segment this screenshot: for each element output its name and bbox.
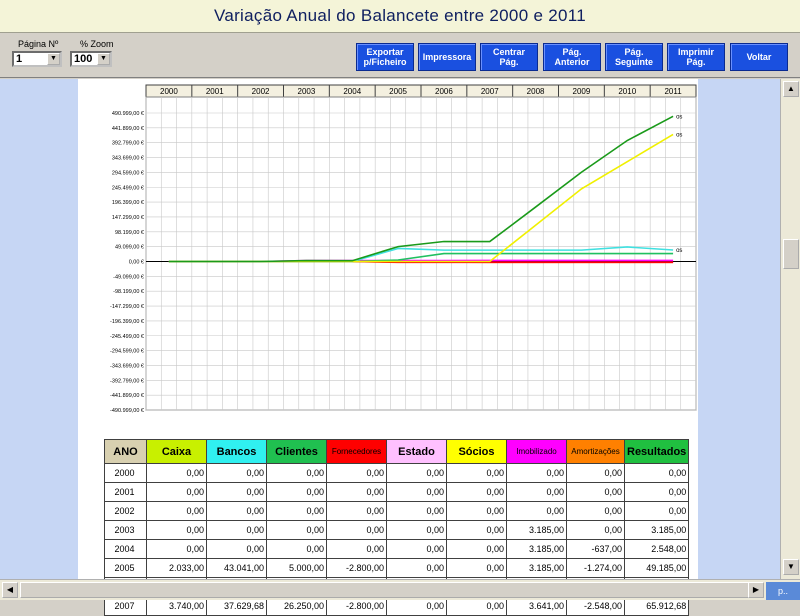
x-tick-label: 2004 (343, 87, 362, 96)
value-cell: 0,00 (387, 483, 447, 502)
zoom-select[interactable] (70, 51, 112, 67)
y-tick-label: -392.799,00 € (110, 378, 144, 385)
value-cell: 0,00 (147, 464, 207, 483)
y-tick-label: 294.599,00 € (111, 170, 144, 177)
column-header: Resultados (625, 440, 689, 464)
column-header: Clientes (267, 440, 327, 464)
y-tick-label: 245.499,00 € (111, 185, 144, 192)
scroll-up-icon[interactable]: ▲ (783, 81, 799, 97)
value-cell: 0,00 (387, 502, 447, 521)
series-label: os (676, 132, 683, 139)
value-cell: 0,00 (447, 464, 507, 483)
y-tick-label: 98.199,00 € (114, 229, 144, 236)
value-cell: 0,00 (507, 502, 567, 521)
chevron-down-icon[interactable]: ▼ (47, 53, 60, 65)
value-cell: 0,00 (387, 559, 447, 578)
year-cell: 2000 (105, 464, 147, 483)
value-cell: 49.185,00 (625, 559, 689, 578)
value-cell: 43.041,00 (207, 559, 267, 578)
value-cell: 0,00 (387, 521, 447, 540)
value-cell: -1.274,00 (567, 559, 625, 578)
value-cell: 5.000,00 (267, 559, 327, 578)
value-cell: 0,00 (625, 464, 689, 483)
y-tick-label: -294.599,00 € (110, 348, 144, 355)
column-header: Imobilizado (507, 440, 567, 464)
balance-chart (78, 79, 698, 419)
value-cell: 0,00 (207, 540, 267, 559)
report-page (78, 79, 698, 611)
value-cell: 0,00 (147, 540, 207, 559)
table-row (105, 483, 689, 502)
y-tick-label: -441.899,00 € (110, 393, 144, 400)
x-tick-label: 2010 (618, 87, 637, 96)
y-tick-label: -490.999,00 € (110, 408, 144, 414)
value-cell: 0,00 (447, 540, 507, 559)
x-tick-label: 2007 (480, 87, 499, 96)
value-cell: 0,00 (447, 483, 507, 502)
value-cell: -2.800,00 (327, 559, 387, 578)
x-tick-label: 2006 (435, 87, 453, 96)
year-cell: 2002 (105, 502, 147, 521)
value-cell: 37.629,68 (207, 597, 267, 616)
y-tick-label: 392.799,00 € (111, 140, 144, 147)
value-cell: 3.185,00 (507, 559, 567, 578)
value-cell: 0,00 (625, 502, 689, 521)
value-cell: 0,00 (207, 521, 267, 540)
value-cell: 0,00 (147, 502, 207, 521)
value-cell: 0,00 (327, 540, 387, 559)
column-header: Caixa (147, 440, 207, 464)
year-cell: 2004 (105, 540, 147, 559)
x-tick-label: 2009 (572, 87, 591, 96)
value-cell: 0,00 (207, 483, 267, 502)
export-file-button[interactable]: Exportar p/Ficheiro (356, 43, 414, 71)
value-cell: 0,00 (387, 597, 447, 616)
year-cell: 2001 (105, 483, 147, 502)
value-cell: 0,00 (447, 521, 507, 540)
value-cell: 0,00 (387, 540, 447, 559)
value-cell: 65.912,68 (625, 597, 689, 616)
series-label: os (676, 248, 683, 255)
value-cell: 0,00 (387, 464, 447, 483)
value-cell: 0,00 (507, 483, 567, 502)
x-tick-label: 2000 (160, 87, 178, 96)
y-tick-label: 0,00 € (128, 259, 144, 266)
y-tick-label: -98.199,00 € (113, 289, 144, 296)
series-label: os (676, 114, 683, 121)
y-tick-label: 49.099,00 € (114, 244, 144, 251)
value-cell: 0,00 (567, 521, 625, 540)
value-cell: 0,00 (147, 521, 207, 540)
vertical-scrollbar[interactable] (780, 79, 800, 579)
next-page-button[interactable]: Pág. Seguinte (605, 43, 663, 71)
page-select[interactable] (12, 51, 62, 67)
column-header: Fornecedores (327, 440, 387, 464)
column-header: Amortizações (567, 440, 625, 464)
year-cell: 2007 (105, 597, 147, 616)
table-row (105, 502, 689, 521)
x-tick-label: 2003 (297, 87, 316, 96)
table-row (105, 521, 689, 540)
x-tick-label: 2008 (526, 87, 545, 96)
x-tick-label: 2011 (664, 87, 682, 96)
column-header: Bancos (207, 440, 267, 464)
value-cell: 0,00 (447, 502, 507, 521)
value-cell: 3.185,00 (507, 521, 567, 540)
scroll-right-icon[interactable]: ▶ (748, 582, 764, 598)
value-cell: 3.185,00 (625, 521, 689, 540)
y-tick-label: -196.399,00 € (110, 318, 144, 325)
previous-page-button[interactable]: Pág. Anterior (543, 43, 601, 71)
value-cell: 0,00 (567, 483, 625, 502)
value-cell: 0,00 (207, 464, 267, 483)
table-header-row (105, 440, 689, 464)
window-title: Variação Anual do Balancete entre 2000 e 2011 (213, 6, 587, 25)
year-cell: 2005 (105, 559, 147, 578)
column-header: Sócios (447, 440, 507, 464)
value-cell: 0,00 (447, 597, 507, 616)
value-cell: 0,00 (267, 540, 327, 559)
value-cell: 0,00 (507, 464, 567, 483)
y-tick-label: 196.399,00 € (111, 200, 144, 207)
horizontal-scroll-thumb[interactable] (20, 582, 758, 598)
x-tick-label: 2002 (251, 87, 270, 96)
value-cell: -637,00 (567, 540, 625, 559)
value-cell: 0,00 (567, 502, 625, 521)
horizontal-scrollbar[interactable] (0, 579, 800, 600)
vertical-scroll-thumb[interactable] (783, 239, 799, 269)
table-row (105, 540, 689, 559)
value-cell: 0,00 (267, 521, 327, 540)
report-canvas[interactable] (0, 79, 780, 611)
value-cell: 0,00 (327, 464, 387, 483)
value-cell: 2.033,00 (147, 559, 207, 578)
column-header: ANO (105, 440, 147, 464)
print-page-button[interactable]: Imprimir Pág. (667, 43, 725, 71)
value-cell: 3.641,00 (507, 597, 567, 616)
column-header: Estado (387, 440, 447, 464)
value-cell: 0,00 (267, 483, 327, 502)
value-cell: 0,00 (267, 464, 327, 483)
value-cell: 0,00 (447, 559, 507, 578)
table-row (105, 559, 689, 578)
value-cell: 0,00 (147, 483, 207, 502)
y-tick-label: -147.299,00 € (110, 304, 144, 311)
x-tick-label: 2001 (205, 87, 224, 96)
year-cell: 2003 (105, 521, 147, 540)
value-cell: -2.800,00 (327, 597, 387, 616)
table-row (105, 464, 689, 483)
y-tick-label: 147.299,00 € (111, 214, 144, 221)
scroll-left-icon[interactable]: ◀ (2, 582, 18, 598)
value-cell: 2.548,00 (625, 540, 689, 559)
y-tick-label: 343.699,00 € (111, 155, 144, 162)
value-cell: 0,00 (327, 521, 387, 540)
zoom-value: 100 (74, 53, 93, 65)
value-cell: 3.185,00 (507, 540, 567, 559)
y-tick-label: -245.499,00 € (110, 333, 144, 340)
page-label: Página Nº (18, 39, 59, 49)
back-button[interactable]: Voltar (730, 43, 788, 71)
x-tick-label: 2005 (389, 87, 407, 96)
page-value: 1 (16, 53, 23, 65)
scroll-down-icon[interactable]: ▼ (783, 559, 799, 575)
value-cell: 0,00 (625, 483, 689, 502)
value-cell: -2.548,00 (567, 597, 625, 616)
chevron-down-icon[interactable]: ▼ (97, 53, 110, 65)
value-cell: 0,00 (267, 502, 327, 521)
value-cell: 3.740,00 (147, 597, 207, 616)
y-tick-label: 441.899,00 € (111, 125, 144, 132)
center-page-button[interactable]: Centrar Pág. (480, 43, 538, 71)
y-tick-label: 490.999,00 € (111, 111, 144, 117)
value-cell: 0,00 (327, 502, 387, 521)
value-cell: 0,00 (567, 464, 625, 483)
printer-button[interactable]: Impressora (418, 43, 476, 71)
zoom-label: % Zoom (80, 39, 114, 49)
status-corner: p.. (766, 582, 800, 600)
value-cell: 0,00 (327, 483, 387, 502)
value-cell: 26.250,00 (267, 597, 327, 616)
value-cell: 0,00 (207, 502, 267, 521)
y-tick-label: -49.099,00 € (113, 274, 144, 281)
y-tick-label: -343.699,00 € (110, 363, 144, 370)
window-title-bar (0, 0, 800, 33)
